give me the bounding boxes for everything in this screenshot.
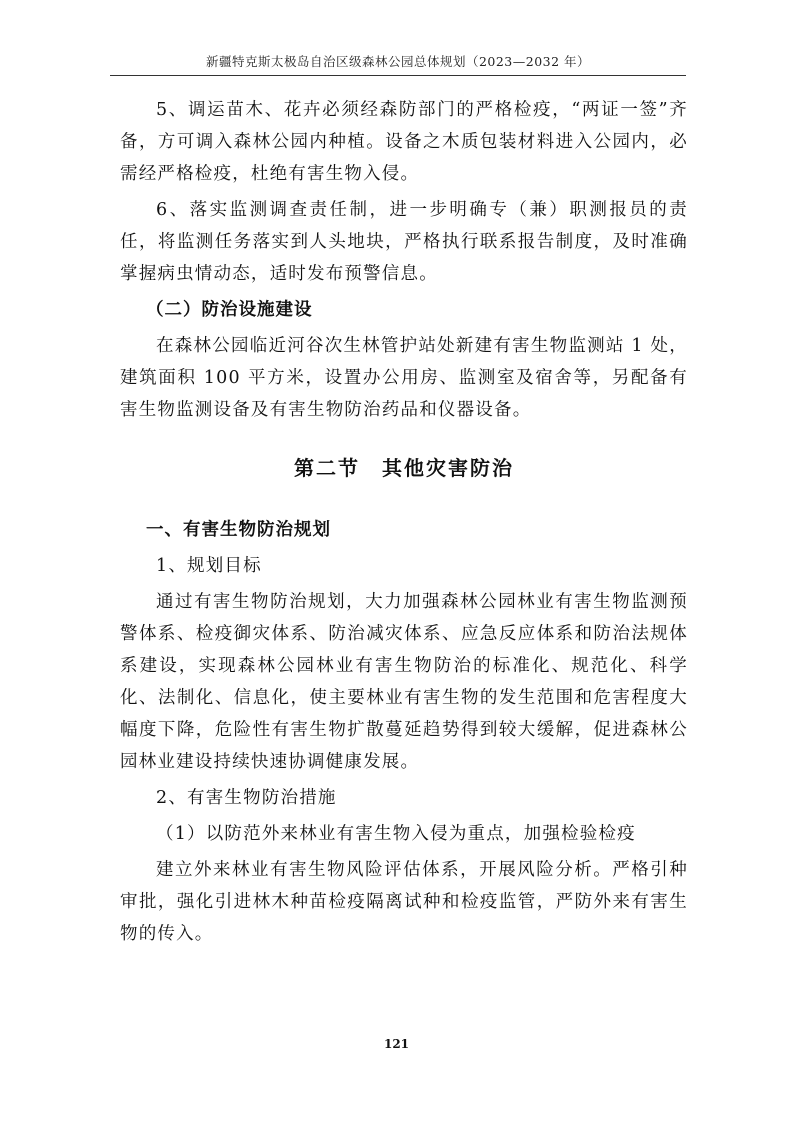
subheading-facility-construction: （二）防治设施建设: [146, 300, 313, 320]
paragraph-monitoring-responsibility: 6、落实监测调查责任制，进一步明确专（兼）职测报员的责任，将监测任务落实到人头地块，严格执行联系报告制度，及时准确掌握病虫情动态，适时发布预警信息。: [120, 200, 688, 284]
page-content: [120, 90, 688, 950]
item-measure-1: （1）以防范外来林业有害生物入侵为重点，加强检验检疫: [156, 824, 636, 844]
item-control-measures: 2、有害生物防治措施: [156, 788, 337, 808]
paragraph-plan-goal: 通过有害生物防治规划，大力加强森林公园林业有害生物监测预警体系、检疫御灾体系、防治减灾体系、应急反应体系和防治法规体系建设，实现森林公园林业有害生物防治的标准化、规范化、科学化、法制化、信息化，使主要林业有害生物的发生范围和危害程度大幅度下降，危险性有害生物扩散蔓延趋势得到较大缓解，促进森林公园林业建设持续快速协调健康发展。: [120, 592, 688, 772]
running-header: 新疆特克斯太极岛自治区级森林公园总体规划（2023—2032 年）: [205, 54, 591, 69]
heading-pest-control-plan: 一、有害生物防治规划: [146, 520, 331, 540]
section-title: 第二节 其他灾害防治: [294, 456, 514, 480]
item-plan-goal: 1、规划目标: [156, 556, 262, 576]
header-rule: [110, 75, 686, 76]
paragraph-measure-1: 建立外来林业有害生物风险评估体系，开展风险分析。严格引种审批，强化引进林木种苗检疫隔离试种和检疫监管，严防外来有害生物的传入。: [120, 860, 688, 944]
paragraph-seedling-transport: 5、调运苗木、花卉必须经森防部门的严格检疫，“两证一签”齐备，方可调入森林公园内种植。设备之木质包装材料进入公园内，必需经严格检疫，杜绝有害生物入侵。: [120, 100, 688, 184]
page-number: 121: [383, 1037, 410, 1051]
paragraph-monitoring-station: 在森林公园临近河谷次生林管护站处新建有害生物监测站 1 处，建筑面积 100 平方米，设置办公用房、监测室及宿舍等，另配备有害生物监测设备及有害生物防治药品和仪器设备。: [120, 336, 688, 420]
